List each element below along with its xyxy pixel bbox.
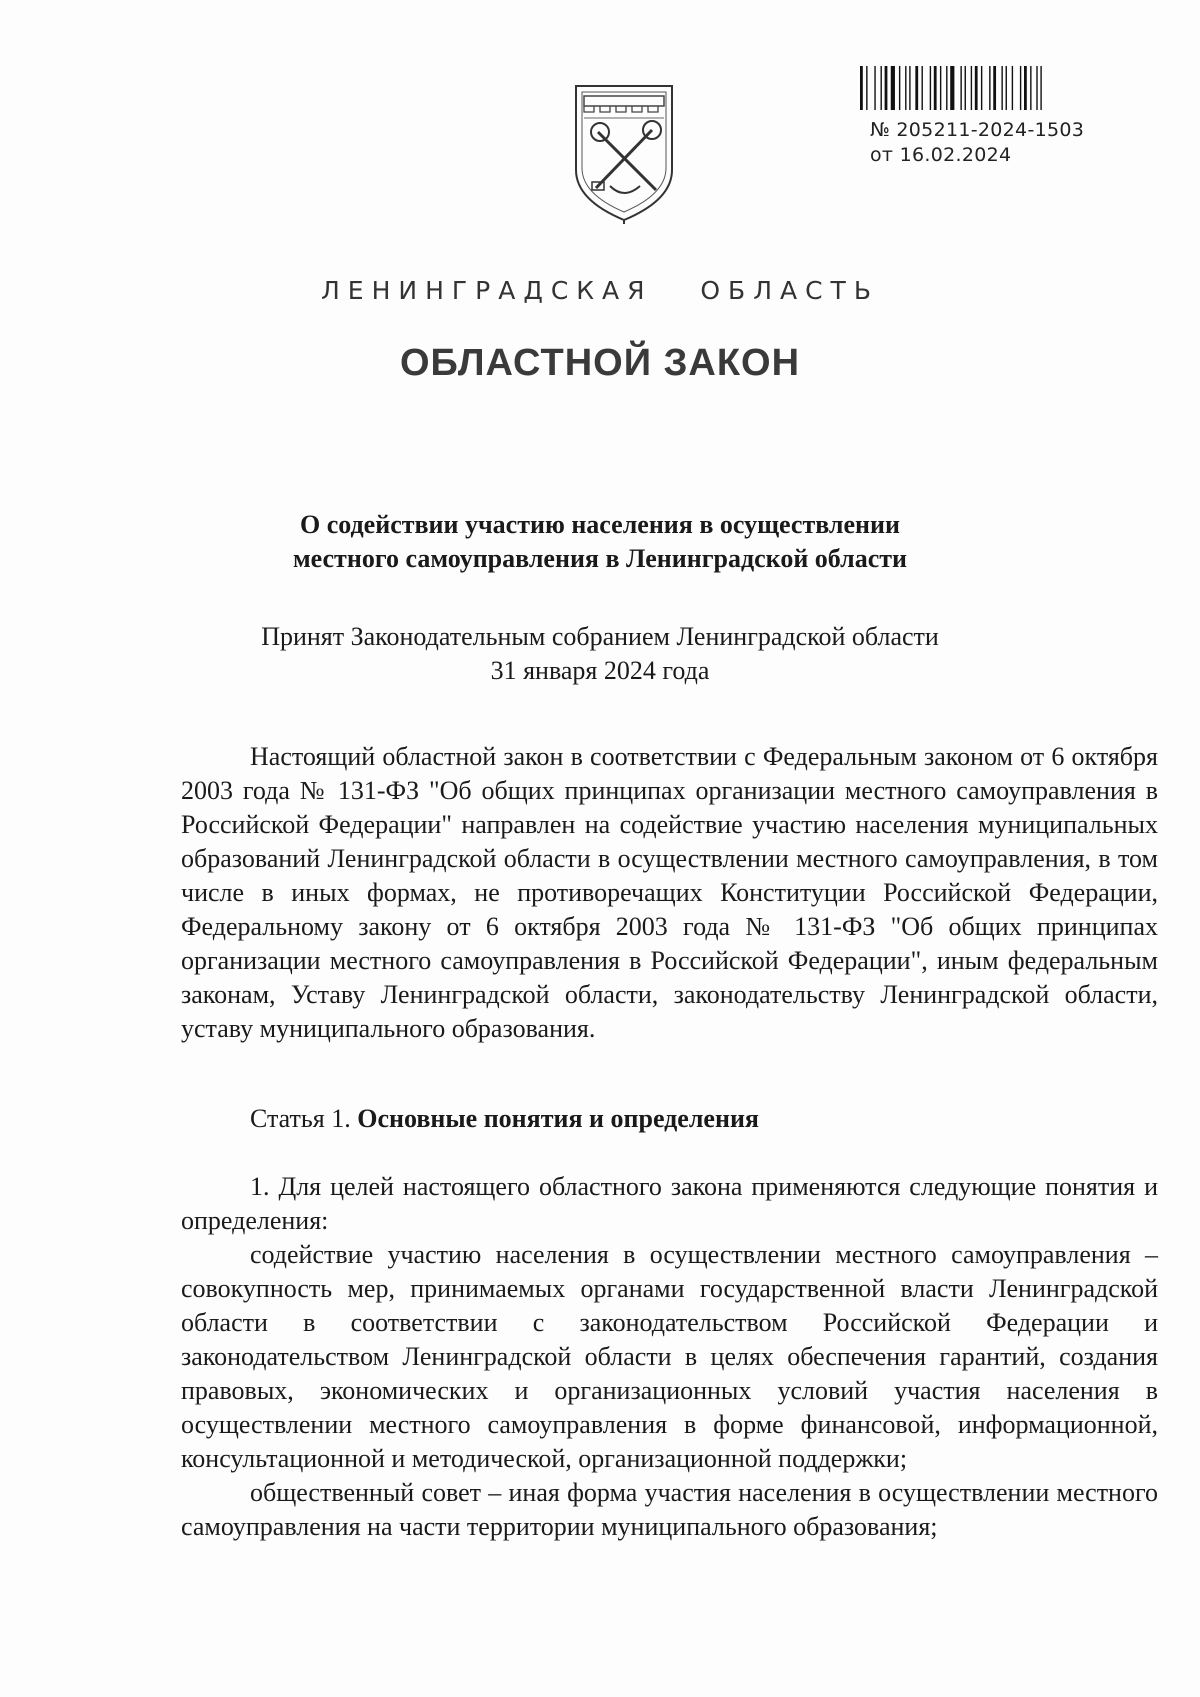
article-paragraph: 1. Для целей настоящего областного закона применяются следующие понятия и определения: [181, 1172, 1158, 1235]
adoption-date: 31 января 2024 года [490, 656, 710, 685]
region-heading: ЛЕНИНГРАДСКАЯ ОБЛАСТЬ [321, 276, 879, 305]
article-paragraph: содействие участию населения в осуществлении местного самоуправления – совокупность мер, принимаемых органами государственной власти Ленинградской области в соответствии с законодательством Российской Федерации и законодательством Ленинградской области в целях обеспечения гарантий, создания правовых, экономических и организационных условий участия населения в осуществлении местного самоуправления в форме финансовой, информационной, консультационной и методической, организационной поддержки; [181, 1240, 1158, 1473]
article-label: Статья 1. [250, 1104, 351, 1133]
preamble-paragraph: Настоящий областной закон в соответствии с Федеральным законом от 6 октября 2003 года № 131-ФЗ "Об общих принципах организации местного самоуправления в Российской Федерации" направлен на содействие участию населения муниципальных образований Ленинградской области в осуществлении местного самоуправления, в том числе в иных формах, не противоречащих Конституции Российской Федерации, Федеральному закону от 6 октября 2003 года № 131-ФЗ "Об общих принципах организации местного самоуправления в Российской Федерации", иным федеральным законам, Уставу Ленинградской области, законодательству Ленинградской области, уставу муниципального образования. [181, 742, 1158, 1043]
registration-date: от 16.02.2024 [870, 144, 1012, 166]
law-title [0, 508, 1200, 576]
article-paragraph: общественный совет – иная форма участия населения в осуществлении местного самоуправления на части территории муниципального образования; [181, 1478, 1158, 1541]
coat-of-arms-emblem [570, 82, 678, 224]
law-title-line: местного самоуправления в Ленинградской области [292, 544, 908, 573]
registration-number: № 205211-2024-1503 [870, 119, 1085, 141]
law-type-heading: ОБЛАСТНОЙ ЗАКОН [399, 342, 801, 384]
article-heading [181, 1102, 1158, 1136]
barcode [858, 66, 1116, 110]
law-title-line: О содействии участию населения в осуществлении [300, 510, 900, 539]
article-title: Основные понятия и определения [357, 1104, 760, 1133]
preamble-section [181, 740, 1158, 1046]
adoption-note [0, 620, 1200, 688]
article-body [181, 1170, 1158, 1544]
adoption-line: Принят Законодательным собранием Ленинградской области [261, 622, 939, 651]
registration-stamp [870, 118, 1084, 168]
